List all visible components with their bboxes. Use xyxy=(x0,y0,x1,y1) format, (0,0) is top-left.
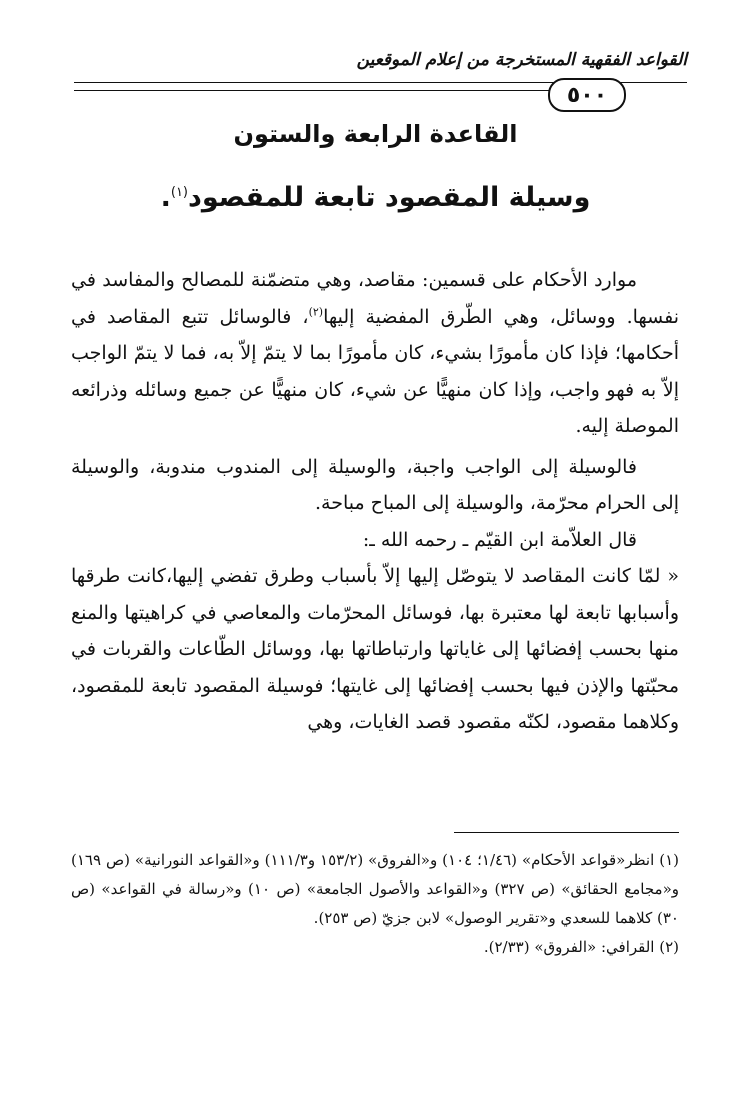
rule-title: وسيلة المقصود تابعة للمقصود$^{(١)}$. xyxy=(160,182,591,213)
chapter-title: القاعدة الرابعة والستون xyxy=(233,120,518,148)
rule-title-text: وسيلة المقصود تابعة للمقصود xyxy=(188,182,591,213)
body-text xyxy=(71,262,679,741)
quotation: « لمّا كانت المقاصد لا يتوصّل إليها إلاّ بأسباب وطرق تفضي إليها،كانت طرقها وأسبابها تابعة لها معتبرة بها، فوسائل المحرّمات والمعاصي في كراهيتها والمنع منها بحسب إفضائها إلى غاياتها وارتباطاتها بها، ووسائل الطّاعات والقربات في محبّتها والإذن فيها بحسب إفضائها إلى غايتها؛ فوسيلة المقصود تابعة للمقصود، وكلاهما مقصود، لكنّه مقصود قصد الغايات، وهي xyxy=(71,565,679,733)
paragraph-1 xyxy=(71,262,679,445)
running-title: القواعد الفقهية المستخرجة من إعلام الموقعين xyxy=(356,50,687,70)
header-rule-lower xyxy=(74,90,549,91)
footnotes xyxy=(71,846,679,962)
footnote-rule xyxy=(454,832,679,833)
page-number: ٥٠٠ xyxy=(548,78,626,112)
footnote-1: (١) انظر«قواعد الأحكام» (١/٤٦؛ ١٠٤) و«الفروق» (١٥٣/٢ و١١١/٣) و«القواعد النورانية» (ص ١٦٩) و«مجامع الحقائق» (ص ٣٢٧) و«القواعد والأصول الجامعة» (ص ١٠) و«رسالة في القواعد» (ص ٣٠) كلاهما للسعدي و«تقرير الوصول» لابن جزيّ (ص ٢٥٣). xyxy=(71,851,679,927)
paragraph-2: فالوسيلة إلى الواجب واجبة، والوسيلة إلى المندوب مندوبة، والوسيلة إلى الحرام محرّمة، والوسيلة إلى المباح مباحة. xyxy=(71,455,679,514)
paragraph-3: قال العلاّمة ابن القيّم ـ رحمه الله ـ: xyxy=(362,528,637,551)
footnote-2: (٢) القرافي: «الفروق» (٢/٣٣). xyxy=(483,938,679,956)
footnote-mark-1: (١) xyxy=(170,185,188,200)
paragraph-1-end: ، فالوسائل تتبع المقاصد في أحكامها؛ فإذا كان مأمورًا بشيء، كان مأمورًا بما لا يتمّ إلاّ به، فما لا يتمّ الواجب إلاّ به فهو واجب، وإذا كان منهيًّا عن شيء، كان منهيًّا عن جميع وسائله وذرائعه الموصلة إليه. xyxy=(71,305,679,437)
paragraph-1-start: موارد الأحكام على قسمين: مقاصد، وهي متضمّنة للمصالح والمفاسد في نفسها. ووسائل، وهي الطّرق المفضية إليها xyxy=(71,269,680,328)
footnote-mark-2: (٢) xyxy=(308,305,324,319)
